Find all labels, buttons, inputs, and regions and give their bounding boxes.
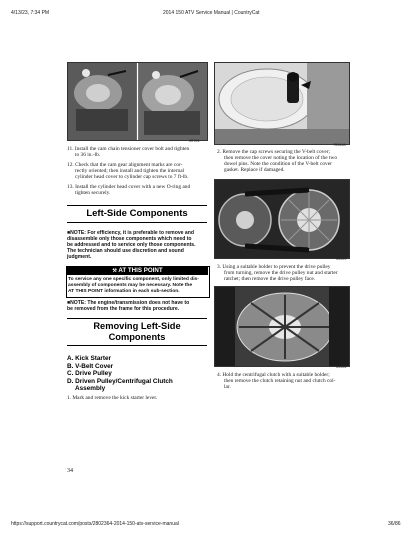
heading-rule: [67, 205, 207, 206]
drive-pulley-photo: [214, 179, 350, 259]
step-4-line: then remove the clutch retaining nut and clutch col-: [224, 378, 336, 385]
step-3-line: 3. Using a suitable holder to prevent the drive pulley: [217, 264, 331, 270]
step-1: 1. Mark and remove the kick starter lever.: [67, 395, 158, 401]
print-timestamp: 4/13/23, 7:34 PM: [11, 10, 50, 16]
efficiency-note: [67, 230, 212, 260]
heading-rule: [67, 318, 207, 319]
step-12-line: cylinder head cover to cylinder cap screws to 7 ft-lb.: [75, 174, 189, 181]
at-this-point-label: AT THIS POINT: [118, 267, 163, 274]
step-3-line: from turning, remove the drive pulley nut and starter: [224, 270, 338, 277]
step-2-line: then remove the cover noting the location of the two: [224, 155, 338, 162]
figure-code: XM056: [336, 366, 347, 370]
heading-line: Components: [108, 331, 166, 342]
atp-line: AT THIS POINT information in each sub-section.: [68, 289, 180, 294]
section-heading: [67, 321, 207, 342]
step-13: [67, 184, 212, 196]
print-url: https://support.countrycat.com/posts/2802364-2014-150-atv-service-manual: [11, 521, 179, 527]
figure-code: TM082A: [333, 144, 346, 148]
step-13-line: tighten securely.: [75, 190, 111, 197]
section-heading: Left-Side Components: [86, 208, 188, 219]
v-belt-cover-photo: [214, 62, 350, 145]
list-item: D. Driven Pulley/Centrifugal Clutch: [67, 377, 173, 385]
step-3: [217, 264, 357, 282]
step-13-line: 13. Install the cylinder head cover with a new O-ring and: [67, 184, 191, 190]
step-12-line: rectly oriented; then install and tighten the internal: [75, 168, 185, 175]
step-4: [217, 372, 357, 390]
heading-rule: [67, 222, 207, 223]
heading-rule: [67, 345, 207, 346]
step-11: [67, 146, 212, 158]
at-this-point-text: [68, 277, 210, 295]
note-line: judgment.: [67, 254, 92, 261]
list-item: B. V-Belt Cover: [67, 362, 114, 370]
cylinder-head-photo: [67, 62, 208, 141]
note-line: The technician should use discretion and sound: [67, 248, 184, 255]
step-2-line: gasket. Replace if damaged.: [224, 167, 285, 174]
step-3-line: ratchet; then remove the drive pulley face.: [224, 276, 316, 283]
figure-code: XM055: [336, 258, 347, 262]
note-line: ■NOTE: For efficiency, it is preferable to remove and: [67, 230, 194, 236]
step-11-line: 11. Install the cam chain tensioner cover bolt and tighten: [67, 146, 190, 152]
page-number: 34: [67, 468, 73, 474]
component-list: [67, 355, 217, 393]
list-item: Assembly: [75, 385, 106, 393]
step-2-line: dowel pins. Note the condition of the V-belt cover: [224, 161, 332, 168]
list-item: C. Drive Pulley: [67, 370, 112, 378]
note-line: ■NOTE: The engine/transmission does not have to: [67, 300, 190, 306]
step-2-line: 2. Remove the cap screws securing the V-belt cover;: [217, 149, 331, 155]
wrench-icon: ⚒: [112, 268, 117, 274]
atp-line: To service any one specific component, only limited dis-: [68, 277, 199, 282]
atp-line: assembly of components may be necessary. Note the: [68, 283, 193, 288]
note-line: disassemble only those components which need to: [67, 236, 192, 243]
note-line: be addressed and to service only those components.: [67, 242, 196, 249]
list-item: A. Kick Starter: [67, 355, 112, 362]
print-page-count: 36/86: [388, 521, 401, 527]
step-11-line: to 36 in.-lb.: [75, 152, 101, 159]
print-page-title: 2014 150 ATV Service Manual | CountryCat: [163, 10, 260, 16]
step-4-line: lar.: [224, 384, 231, 391]
step-4-line: 4. Hold the centrifugal clutch with a suitable holder;: [217, 372, 330, 378]
step-12: [67, 162, 212, 180]
figure-code: XM706: [189, 140, 200, 144]
step-12-line: 12. Check that the cam gear alignment marks are cor-: [67, 162, 183, 168]
step-2: [217, 149, 357, 173]
note-line: be removed from the frame for this procedure.: [67, 306, 180, 313]
at-this-point-bar: [67, 267, 208, 275]
centrifugal-clutch-photo: [214, 286, 350, 367]
heading-line: Removing Left-Side: [93, 321, 181, 331]
engine-removal-note: [67, 300, 212, 312]
